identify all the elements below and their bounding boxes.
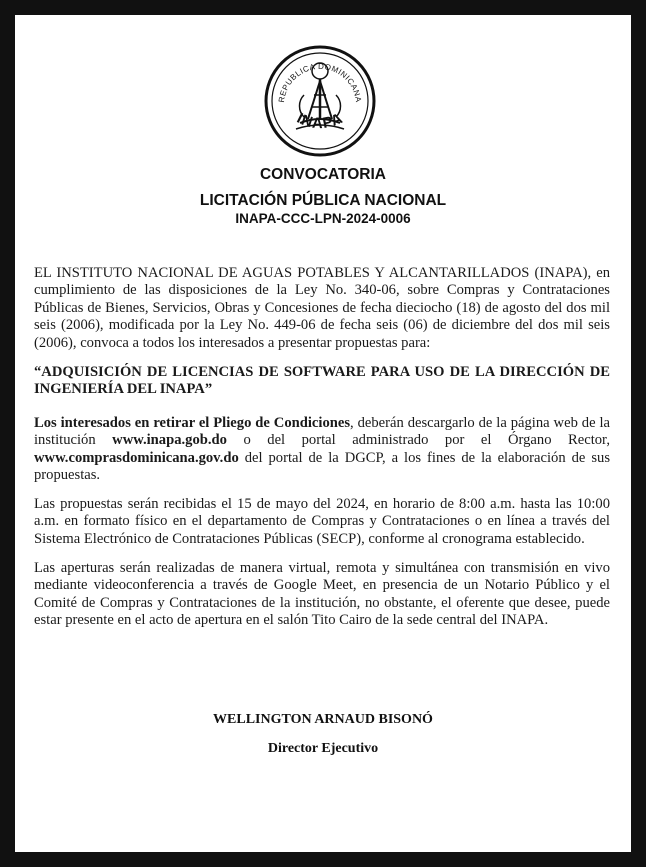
inapa-website-link[interactable]: www.inapa.gob.do [112,432,227,449]
tender-code: INAPA-CCC-LPN-2024-0006 [235,211,411,226]
conditions-paragraph [34,415,610,485]
conditions-text-2: o del portal administrado por el Órgano Rector, [226,432,610,449]
opening-paragraph: Las aperturas serán realizadas de manera virtual, remota y simultánea con transmisión en vivo mediante videoconferencia a través de Google Meet, en presencia de un Notario Público y el Comité de Compras y Contrataciones de la institución, no obstante, el oferente que desee, puede estar presente en el acto de apertura en el salón Tito Cairo de la sede central del INAPA. [34,560,610,629]
tender-object: “ADQUISICIÓN DE LICENCIAS DE SOFTWARE PARA USO DE LA DIRECCIÓN DE INGENIERÍA DEL INAPA” [34,364,610,398]
conditions-text-1: , deberán descargarlo de la página web de la institución [34,415,610,449]
reception-paragraph: Las propuestas serán recibidas el 15 de mayo del 2024, en horario de 8:00 a.m. hasta las 10:00 a.m. en formato físico en el departamento de Compras y Contrataciones o en línea a través del Sistema Electrónico de Contrataciones Públicas (SECP), conforme al cronograma establecido. [34,496,610,547]
signatory-name: WELLINGTON ARNAUD BISONÓ [213,712,433,727]
dgcp-portal-link[interactable]: www.comprasdominicana.gov.do [34,449,239,466]
tender-type-heading: LICITACIÓN PÚBLICA NACIONAL [199,192,447,209]
svg-text:INAPA: INAPA [294,109,346,133]
document-type-heading: CONVOCATORIA [259,166,386,183]
inapa-seal-logo [264,45,376,157]
conditions-lead: Los interesados en retirar el Pliego de Condiciones [34,415,351,431]
svg-text:REPUBLICA DOMINICANA: REPUBLICA DOMINICANA [277,61,363,104]
intro-paragraph: EL INSTITUTO NACIONAL DE AGUAS POTABLES Y ALCANTARILLADOS (INAPA), en cumplimiento de las disposiciones de la Ley No. 340-06, sobre Compras y Contrataciones Públicas de Bienes, Servicios, Obras y Concesiones de fecha dieciocho (18) de agosto del dos mil seis (2006), modificada por la Ley No. 449-06 de fecha seis (06) de diciembre del dos mil seis (2006), convoca a todos los interesados a presentar propuestas para: [34,265,610,351]
signatory-title: Director Ejecutivo [267,741,379,756]
conditions-text-3: del portal de la DGCP, a los fines de la elaboración de sus propuestas. [34,449,610,484]
